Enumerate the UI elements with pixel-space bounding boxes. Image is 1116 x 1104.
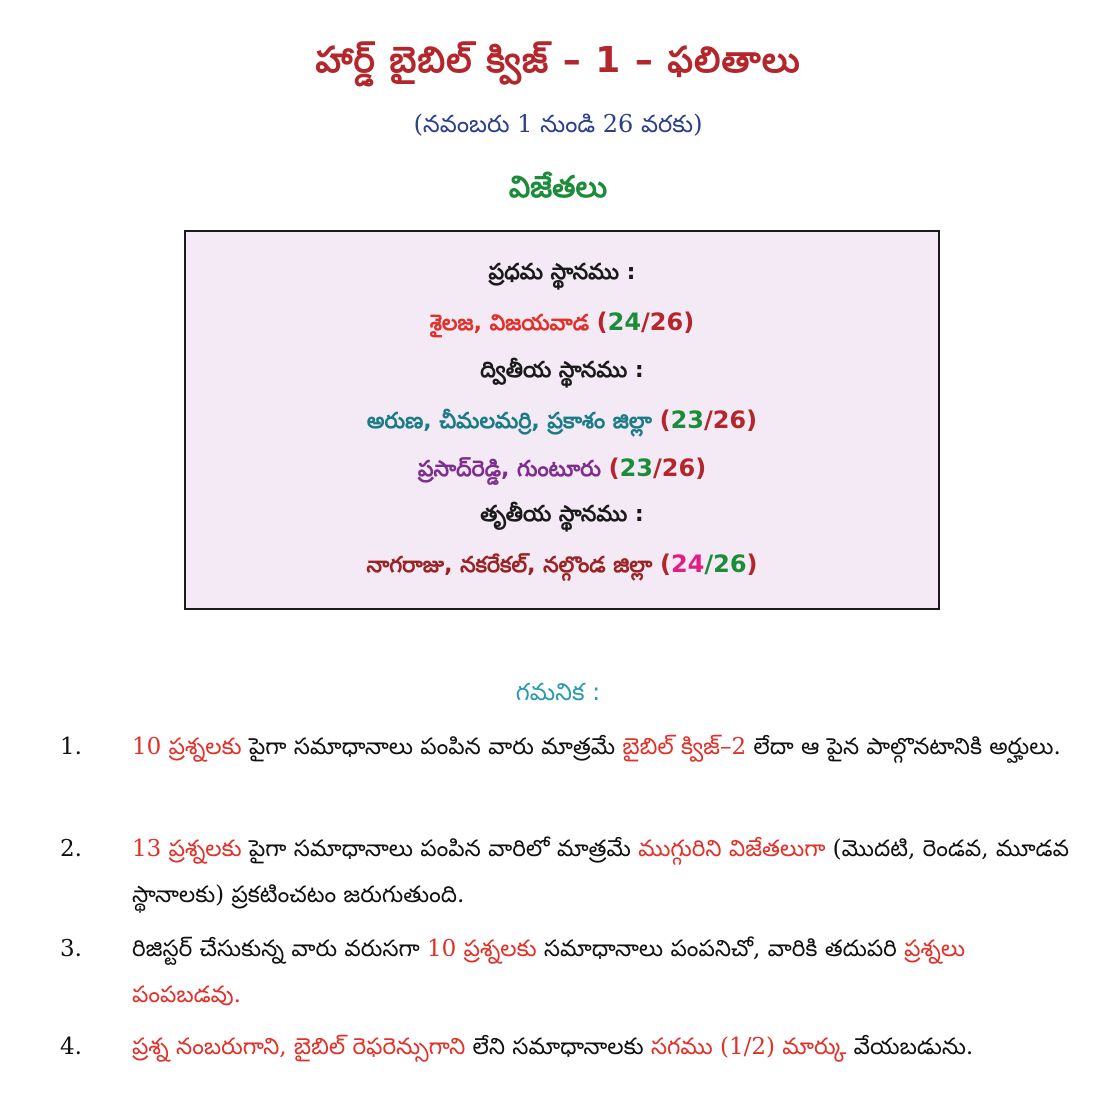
note-highlight: 10 ప్రశ్నలకు: [132, 734, 242, 760]
note-highlight: 10 ప్రశ్నలకు: [427, 936, 537, 962]
note-text: పైగా సమాధానాలు పంపిన వారు మాత్రమే: [241, 734, 623, 760]
second-place-winner: [186, 406, 938, 439]
note-text: (మొదటి, రెండవ, మూడవ స్థానాలకు) ప్రకటించటం జరుగుతుంది.: [132, 836, 1069, 908]
score-sep: /: [703, 406, 713, 434]
score-open: (: [596, 308, 608, 336]
note-highlight: ప్రశ్న నంబరుగాని, బైబిల్ రెఫరెన్సుగాని: [132, 1034, 466, 1060]
winner-score: 24: [607, 308, 642, 336]
note-text: సమాధానాలు పంపనిచో, వారికి తదుపరి: [536, 936, 905, 962]
note-text: రిజిస్టర్ చేసుకున్న వారు వరుసగా: [132, 936, 427, 962]
score-sep: /: [704, 550, 714, 578]
third-place-winner: [186, 550, 938, 583]
note-highlight: సగము (1/2) మార్కు: [650, 1034, 847, 1060]
note-text: లేని సమాధానాలకు: [465, 1034, 651, 1060]
second-place-label: ద్వితీయ స్థానము :: [480, 358, 644, 383]
winner-score: 24: [670, 550, 705, 578]
winner-name: శైలజ, విజయవాడ: [429, 311, 589, 336]
note-item-3: [60, 926, 1070, 1018]
score-close: ): [746, 406, 758, 434]
note-number: 1.: [60, 734, 82, 760]
note-highlight: 13 ప్రశ్నలకు: [132, 836, 242, 862]
note-item-2: [60, 826, 1070, 918]
note-highlight: ముగ్గురిని విజేతలుగా: [638, 836, 826, 862]
notes-heading: గమనిక :: [515, 678, 601, 706]
second-place-winner: [186, 454, 938, 487]
winner-name: నాగరాజు, నకరేకల్, నల్గొండ జిల్లా: [366, 553, 653, 578]
winner-name: అరుణ, చీమలమర్రి, ప్రకాశం జిల్లా: [366, 409, 652, 434]
score-sep: /: [653, 454, 662, 482]
score-open: (: [659, 406, 671, 434]
note-number: 3.: [60, 936, 82, 962]
score-open: (: [608, 454, 620, 482]
first-place-winner: [186, 308, 938, 341]
winners-heading: విజేతలు: [508, 170, 608, 205]
score-total: 26: [713, 550, 747, 578]
note-text: వేయబడును.: [846, 1034, 974, 1060]
note-number: 2.: [60, 836, 82, 862]
note-number: 4.: [60, 1034, 82, 1060]
note-text: లేదా ఆ పైన పాల్గొనటానికి అర్హులు.: [746, 734, 1061, 760]
score-open: (: [660, 550, 671, 578]
score-total: 26: [712, 406, 747, 434]
score-close: ): [746, 550, 758, 578]
winners-box: [184, 230, 940, 610]
note-item-4: [60, 1024, 1070, 1070]
note-item-1: [60, 724, 1070, 770]
score-sep: /: [641, 308, 650, 336]
date-range-subtitle: (నవంబరు 1 నుండి 26 వరకు): [413, 110, 703, 138]
score-close: ): [695, 454, 707, 482]
score-total: 26: [661, 454, 696, 482]
score-close: ): [683, 308, 695, 336]
winner-score: 23: [670, 406, 704, 434]
first-place-label: ప్రధమ స్థానము :: [488, 260, 636, 285]
winner-score: 23: [619, 454, 654, 482]
note-highlight: ప్రశ్నలు పంపబడవు.: [132, 936, 966, 1008]
third-place-label: తృతీయ స్థానము :: [480, 502, 644, 527]
score-total: 26: [649, 308, 684, 336]
note-highlight: బైబిల్ క్విజ్–2: [622, 734, 747, 760]
winner-name: ప్రసాద్‌రెడ్డి, గుంటూరు: [417, 457, 601, 482]
note-text: పైగా సమాధానాలు పంపిన వారిలో మాత్రమే: [241, 836, 639, 862]
page-title: హార్డ్ బైబిల్ క్విజ్ – 1 – ఫలితాలు: [315, 40, 801, 81]
